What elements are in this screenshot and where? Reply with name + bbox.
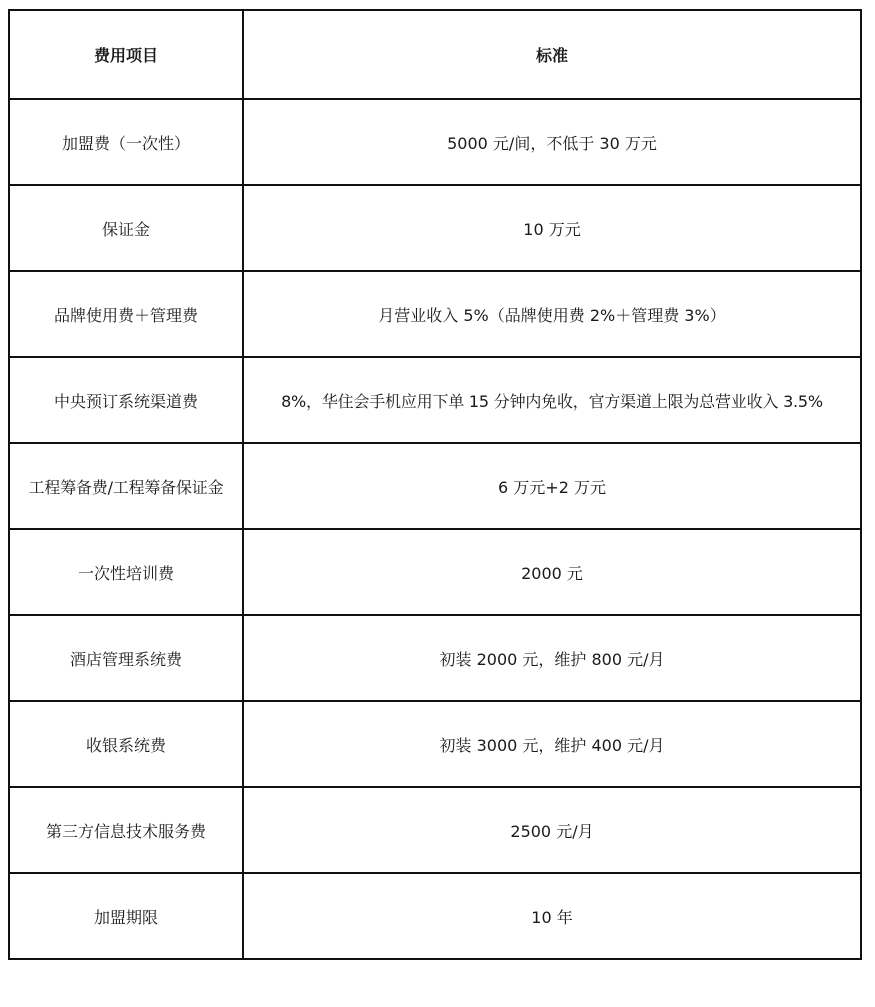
fee-standard-cell: 10 年 [243,873,861,959]
table-header-row [9,10,861,99]
table-row [9,529,861,615]
table-row [9,701,861,787]
fee-standard-cell: 初装 2000 元，维护 800 元/月 [243,615,861,701]
fee-item-cell: 酒店管理系统费 [9,615,243,701]
fee-standard-cell: 8%，华住会手机应用下单 15 分钟内免收，官方渠道上限为总营业收入 3.5% [243,357,861,443]
table-row [9,787,861,873]
table-row [9,185,861,271]
fee-item-cell: 加盟期限 [9,873,243,959]
fee-item-cell: 保证金 [9,185,243,271]
fee-standard-cell: 2000 元 [243,529,861,615]
table-row [9,443,861,529]
fee-standard-cell: 初装 3000 元，维护 400 元/月 [243,701,861,787]
header-fee-item: 费用项目 [9,10,243,99]
fee-item-cell: 一次性培训费 [9,529,243,615]
table-row [9,615,861,701]
fee-standard-cell: 月营业收入 5%（品牌使用费 2%＋管理费 3%） [243,271,861,357]
table-row [9,357,861,443]
table-row [9,271,861,357]
fee-item-cell: 工程筹备费/工程筹备保证金 [9,443,243,529]
fee-standard-cell: 10 万元 [243,185,861,271]
fee-item-cell: 中央预订系统渠道费 [9,357,243,443]
fee-standard-cell: 6 万元+2 万元 [243,443,861,529]
fee-item-cell: 加盟费（一次性） [9,99,243,185]
fee-standard-cell: 2500 元/月 [243,787,861,873]
table-row [9,99,861,185]
fee-item-cell: 品牌使用费＋管理费 [9,271,243,357]
header-standard: 标准 [243,10,861,99]
fee-item-cell: 收银系统费 [9,701,243,787]
fee-standard-cell: 5000 元/间，不低于 30 万元 [243,99,861,185]
fee-item-cell: 第三方信息技术服务费 [9,787,243,873]
table-row [9,873,861,959]
franchise-fee-table [8,9,862,960]
